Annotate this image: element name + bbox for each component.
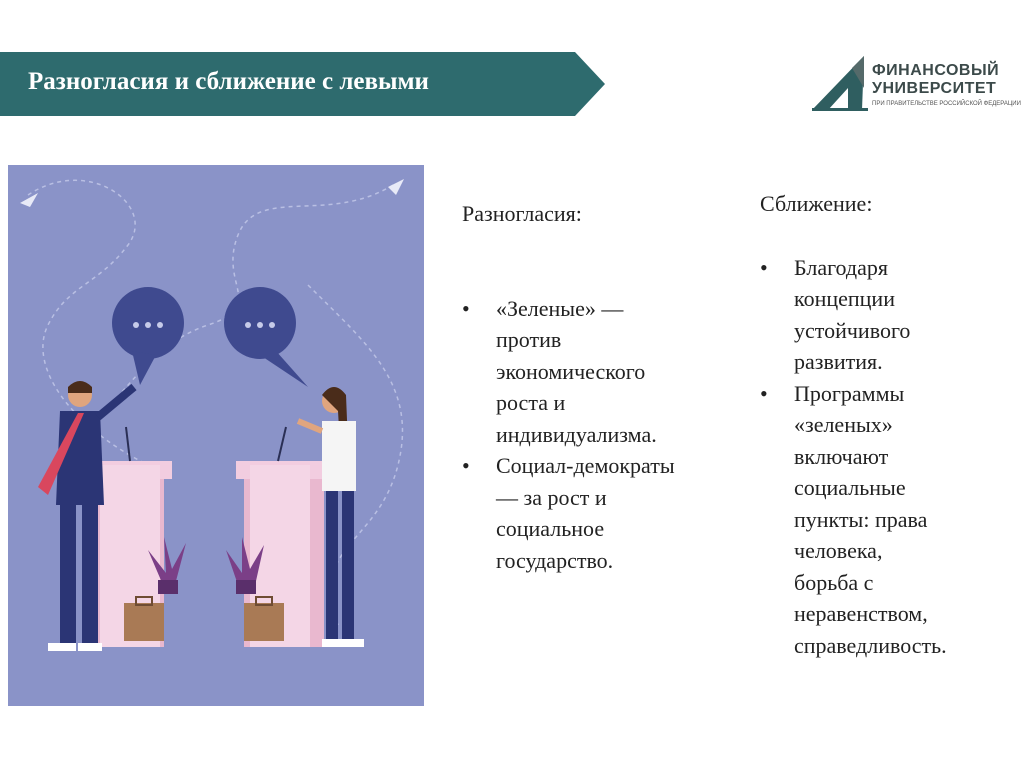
list-item [462, 450, 752, 576]
logo-text-line2: УНИВЕРСИТЕТ [872, 80, 997, 97]
disagreements-column [462, 198, 752, 576]
briefcase-icon [244, 603, 284, 641]
disagreements-heading: Разногласия: [462, 201, 582, 226]
list-item [760, 378, 1010, 662]
debate-illustration [8, 165, 424, 706]
title-banner [0, 52, 610, 116]
list-item-text: • Благодаря концепции устойчивого развития. [794, 254, 911, 374]
list-item [760, 252, 1010, 378]
list-item-text: • Программы «зеленых» включают социальные пункты: права человека, борьба с неравенством, справедливость. [794, 380, 947, 658]
briefcase-icon [124, 603, 164, 641]
university-logo [808, 48, 1021, 118]
list-item [462, 293, 752, 451]
rapprochement-heading: Сближение: [760, 191, 873, 216]
logo-text-line3: ПРИ ПРАВИТЕЛЬСТВЕ РОССИЙСКОЙ ФЕДЕРАЦИИ [872, 101, 1021, 107]
rapprochement-list [760, 252, 1010, 662]
slide-title: Разногласия и сближение с левыми [28, 68, 429, 95]
logo-text-line1: ФИНАНСОВЫЙ [872, 62, 1000, 79]
disagreements-list [462, 293, 752, 577]
logo-emblem-icon [808, 48, 872, 118]
list-item-text: • Социал-демократы — за рост и социальное государство. [496, 453, 675, 573]
rapprochement-column [760, 188, 1010, 661]
list-item-text: • «Зеленые» — против экономического роста и индивидуализма. [496, 295, 657, 447]
